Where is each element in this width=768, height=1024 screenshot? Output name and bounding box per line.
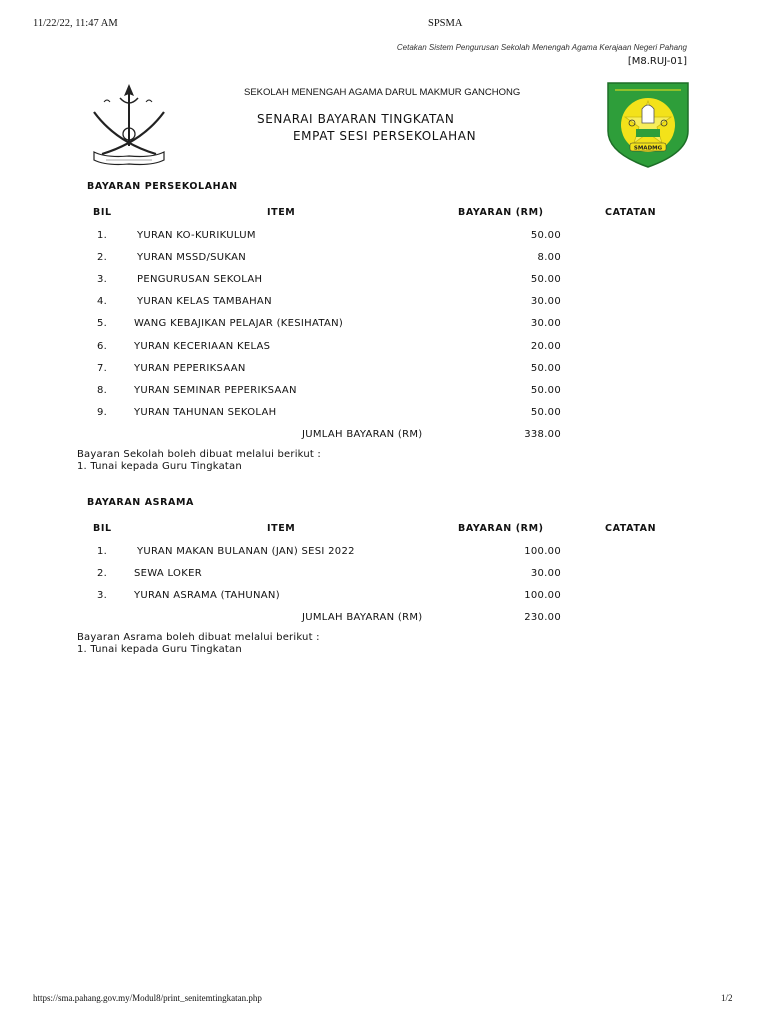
- total-amount: 230.00: [524, 612, 561, 623]
- col-header-item: ITEM: [267, 207, 296, 218]
- row-amount: 30.00: [530, 296, 561, 307]
- document-subtitle: EMPAT SESI PERSEKOLAHAN: [293, 129, 477, 143]
- row-item: YURAN KO-KURIKULUM: [137, 230, 256, 241]
- col-header-bil: BIL: [93, 207, 112, 218]
- row-bil: 1.: [97, 230, 108, 241]
- row-amount: 50.00: [530, 407, 561, 418]
- section-title-asrama: BAYARAN ASRAMA: [87, 497, 194, 508]
- payment-note: Bayaran Asrama boleh dibuat melalui berikut :: [77, 632, 320, 643]
- total-label: JUMLAH BAYARAN (RM): [302, 612, 423, 623]
- print-datetime: 11/22/22, 11:47 AM: [33, 18, 118, 29]
- pahang-crest-logo: [86, 82, 172, 168]
- document-code: [M8.RUJ-01]: [627, 56, 687, 67]
- row-amount: 50.00: [530, 363, 561, 374]
- page-number: 1/2: [721, 993, 733, 1003]
- row-amount: 30.00: [530, 568, 561, 579]
- row-bil: 3.: [97, 590, 108, 601]
- school-shield-logo: [605, 79, 691, 169]
- row-bil: 4.: [97, 296, 108, 307]
- total-amount: 338.00: [524, 429, 561, 440]
- row-amount: 8.00: [537, 252, 561, 263]
- row-item: YURAN SEMINAR PEPERIKSAAN: [134, 385, 297, 396]
- row-amount: 50.00: [530, 274, 561, 285]
- row-item: YURAN TAHUNAN SEKOLAH: [134, 407, 277, 418]
- row-bil: 9.: [97, 407, 108, 418]
- col-header-bil: BIL: [93, 523, 112, 534]
- row-amount: 100.00: [524, 590, 561, 601]
- row-item: YURAN PEPERIKSAAN: [134, 363, 246, 374]
- payment-method: 1. Tunai kepada Guru Tingkatan: [77, 644, 242, 655]
- row-item: WANG KEBAJIKAN PELAJAR (KESIHATAN): [134, 318, 344, 329]
- document-title: SENARAI BAYARAN TINGKATAN: [257, 112, 455, 126]
- row-amount: 50.00: [530, 230, 561, 241]
- system-caption: Cetakan Sistem Pengurusan Sekolah Menengah Agama Kerajaan Negeri Pahang: [396, 43, 687, 52]
- row-bil: 5.: [97, 318, 108, 329]
- col-header-catatan: CATATAN: [605, 207, 657, 218]
- row-item: YURAN KELAS TAMBAHAN: [137, 296, 272, 307]
- col-header-bayaran: BAYARAN (RM): [458, 523, 544, 534]
- col-header-bayaran: BAYARAN (RM): [458, 207, 544, 218]
- col-header-item: ITEM: [267, 523, 296, 534]
- payment-method: 1. Tunai kepada Guru Tingkatan: [77, 461, 242, 472]
- payment-note: Bayaran Sekolah boleh dibuat melalui berikut :: [77, 449, 321, 460]
- row-bil: 1.: [97, 546, 108, 557]
- row-amount: 100.00: [524, 546, 561, 557]
- row-item: SEWA LOKER: [134, 568, 202, 579]
- row-item: PENGURUSAN SEKOLAH: [137, 274, 263, 285]
- row-amount: 50.00: [530, 385, 561, 396]
- row-amount: 20.00: [530, 341, 561, 352]
- section-title-sekolah: BAYARAN PERSEKOLAHAN: [87, 181, 238, 192]
- row-bil: 8.: [97, 385, 108, 396]
- row-item: YURAN ASRAMA (TAHUNAN): [134, 590, 280, 601]
- school-name: SEKOLAH MENENGAH AGAMA DARUL MAKMUR GANCHONG: [244, 87, 521, 98]
- total-label: JUMLAH BAYARAN (RM): [302, 429, 423, 440]
- row-bil: 2.: [97, 568, 108, 579]
- row-bil: 7.: [97, 363, 108, 374]
- row-amount: 30.00: [530, 318, 561, 329]
- print-page-title: SPSMA: [428, 18, 463, 29]
- col-header-catatan: CATATAN: [605, 523, 657, 534]
- row-item: YURAN MSSD/SUKAN: [137, 252, 247, 263]
- print-url: https://sma.pahang.gov.my/Modul8/print_senitemtingkatan.php: [33, 993, 262, 1003]
- row-bil: 3.: [97, 274, 108, 285]
- row-bil: 2.: [97, 252, 108, 263]
- row-bil: 6.: [97, 341, 108, 352]
- row-item: YURAN KECERIAAN KELAS: [134, 341, 271, 352]
- school-shield-label: SMADMG: [633, 145, 663, 152]
- row-item: YURAN MAKAN BULANAN (JAN) SESI 2022: [137, 546, 355, 557]
